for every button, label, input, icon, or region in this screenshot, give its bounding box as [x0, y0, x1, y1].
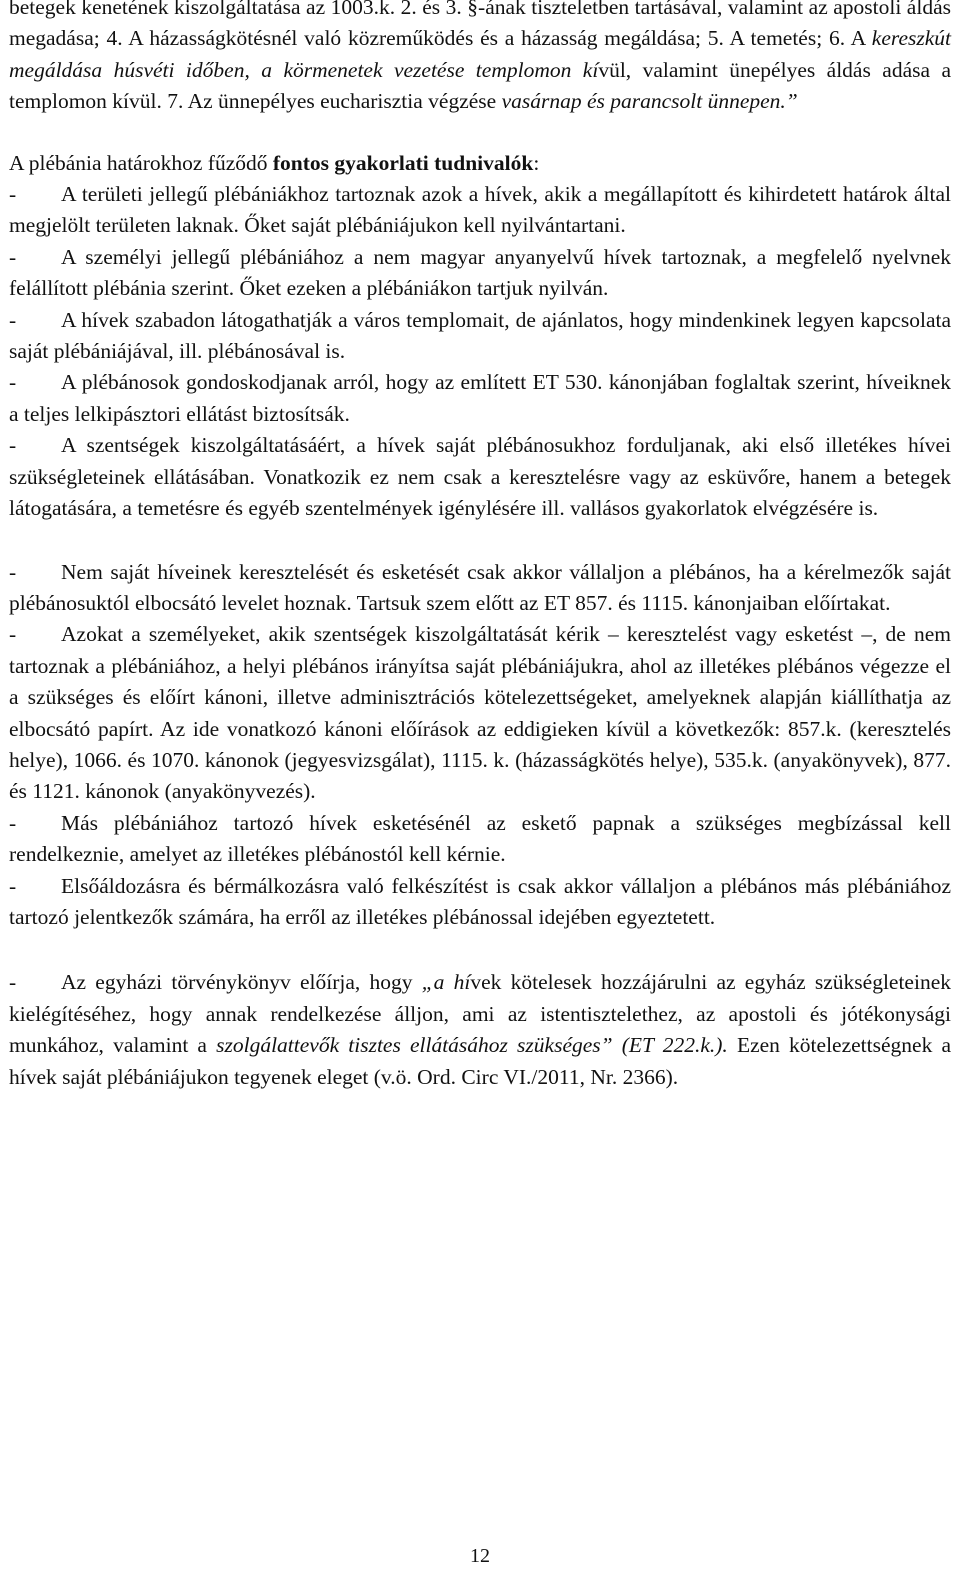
quote-text-4: vasárnap és parancsolt ünnepen.”	[501, 89, 798, 114]
list-item	[9, 367, 951, 430]
list-dash: -	[9, 622, 17, 647]
list-item-text: Azokat a személyeket, akik szentségek kiszolgáltatását kérik – keresztelést vagy esketést –, de nem tartoznak a plébániához, a helyi plébános irányítsa saját plébániájukra, ahol az illetékes plébános végezze el a szükséges és előírt kánoni, illetve adminisztrációs kötelezettségeket, amelyeknek alapján kiállíthatja az elbocsátó papírt. Az ide vonatkozó kánoni előírások az eddigieken kívül a következők: 857.k. (keresztelés helye), 1066. és 1070. kánonok (jegyesvizsgálat), 1115. k. (házasságkötés helye), 535.k. (anyakönyvek), 877. és 1121. kánonok (anyakönyvezés).	[9, 622, 951, 804]
list-item	[9, 430, 951, 524]
list-dash: -	[9, 970, 17, 995]
quote-text-2: kereszkút megáldása húsvéti időben, a körmenetek vezetése templomon kí	[9, 26, 951, 82]
list-item	[9, 242, 951, 305]
list-item-text: A plébánosok gondoskodjanak arról, hogy az említett ET 530. kánonjában foglaltak szerint, híveiknek a teljes lelkipásztori ellátást biztosítsák.	[9, 370, 951, 426]
intro-lead: A plébánia határokhoz fűződő	[9, 150, 273, 175]
list-dash: -	[9, 182, 17, 207]
intro-bold: fontos gyakorlati tudnivalók	[272, 150, 534, 175]
quote-text-3: vül, valamint ünepélyes áldás adása a templomon kívül. 7. Az ünnepélyes eucharisztia végzése	[9, 57, 951, 114]
list-item-text: A hívek szabadon látogathatják a város templomait, de ajánlatos, hogy mindenkinek legyen kapcsolata saját plébániájával, ill. plébánosával is.	[9, 307, 951, 364]
list-item	[9, 871, 951, 934]
final-mid: vek kötelesek hozzájárulni az egyház szükségleteinek kielégítéséhez, hogy annak rendelkezése álljon, ami az istentisztelethez, az apostoli és jótékonysági munkához, valamint a	[9, 970, 951, 1058]
list-dash: -	[9, 873, 17, 898]
intro-paragraph	[9, 148, 951, 179]
intro-tail: :	[533, 150, 540, 175]
list-item	[9, 619, 951, 807]
list-dash: -	[9, 433, 17, 458]
list-item-final	[9, 967, 951, 1093]
list-dash: -	[9, 810, 17, 835]
quote-paragraph	[9, 0, 951, 118]
list-item-text: Elsőáldozásra és bérmálkozásra való felkészítést is csak akkor vállaljon a plébános más plébániához tartozó jelentkezők számára, ha erről az illetékes plébánossal idejében egyeztetett.	[9, 873, 951, 929]
list-dash: -	[9, 370, 17, 395]
list-item	[9, 557, 951, 620]
list-item-text: Nem saját híveinek keresztelését és esketését csak akkor vállaljon a plébános, ha a kérelmezők saját plébánosuktól elbocsátó levelet hoznak. Tartsuk szem előtt az ET 857. és 1115. kánonjaiban előírtakat.	[9, 559, 951, 615]
final-lead: Az egyházi törvénykönyv előírja, hogy	[61, 970, 422, 995]
quote-text-1: betegek kenetének kiszolgáltatása az 1003.k. 2. és 3. §-ának tiszteletben tartásával, valamint az apostoli áldás megadása; 4. A házasságkötésnél való közreműködés és a házasság megáldása; 5. A temetés; 6. A	[9, 0, 951, 51]
list-item-text: A személyi jellegű plébániához a nem magyar anyanyelvű hívek tartoznak, a megfelelő nyelvnek felállított plébánia szerint. Őket ezeken a plébániákon tartjuk nyilván.	[9, 244, 951, 301]
final-tail: Ezen kötelezettségnek a hívek saját plébániájukon tegyenek eleget (v.ö. Ord. Circ VI./2011, Nr. 2366).	[9, 1033, 951, 1089]
list-item-text: A szentségek kiszolgáltatásáért, a hívek saját plébánosukhoz forduljanak, aki első illetékes hívei szükségleteinek ellátásában. Vonatkozik ez nem csak a keresztelésre vagy az esküvőre, hanem a betegek látogatására, a temetésre és egyéb szentelmények igénylésére ill. vallásos gyakorlatok elvégzésére is.	[9, 433, 951, 521]
list-item	[9, 808, 951, 871]
final-italic-a: „a hí	[421, 970, 471, 995]
list-dash: -	[9, 307, 17, 332]
final-italic-b: szolgálattevők tisztes ellátásához szükséges” (ET 222.k.).	[216, 1033, 728, 1058]
list-item	[9, 179, 951, 242]
list-dash: -	[9, 244, 17, 269]
list-dash: -	[9, 559, 17, 584]
list-item-text: A területi jellegű plébániákhoz tartoznak azok a hívek, akik a megállapított és kihirdetett határok által megjelölt területen laknak. Őket saját plébániájukon kell nyilvántartani.	[9, 182, 951, 238]
list-item-text: Más plébániához tartozó hívek esketésénél az eskető papnak a szükséges megbízással kell rendelkeznie, amelyet az illetékes plébánostól kell kérnie.	[9, 810, 951, 867]
list-item	[9, 305, 951, 368]
page-number: 12	[470, 1545, 490, 1567]
